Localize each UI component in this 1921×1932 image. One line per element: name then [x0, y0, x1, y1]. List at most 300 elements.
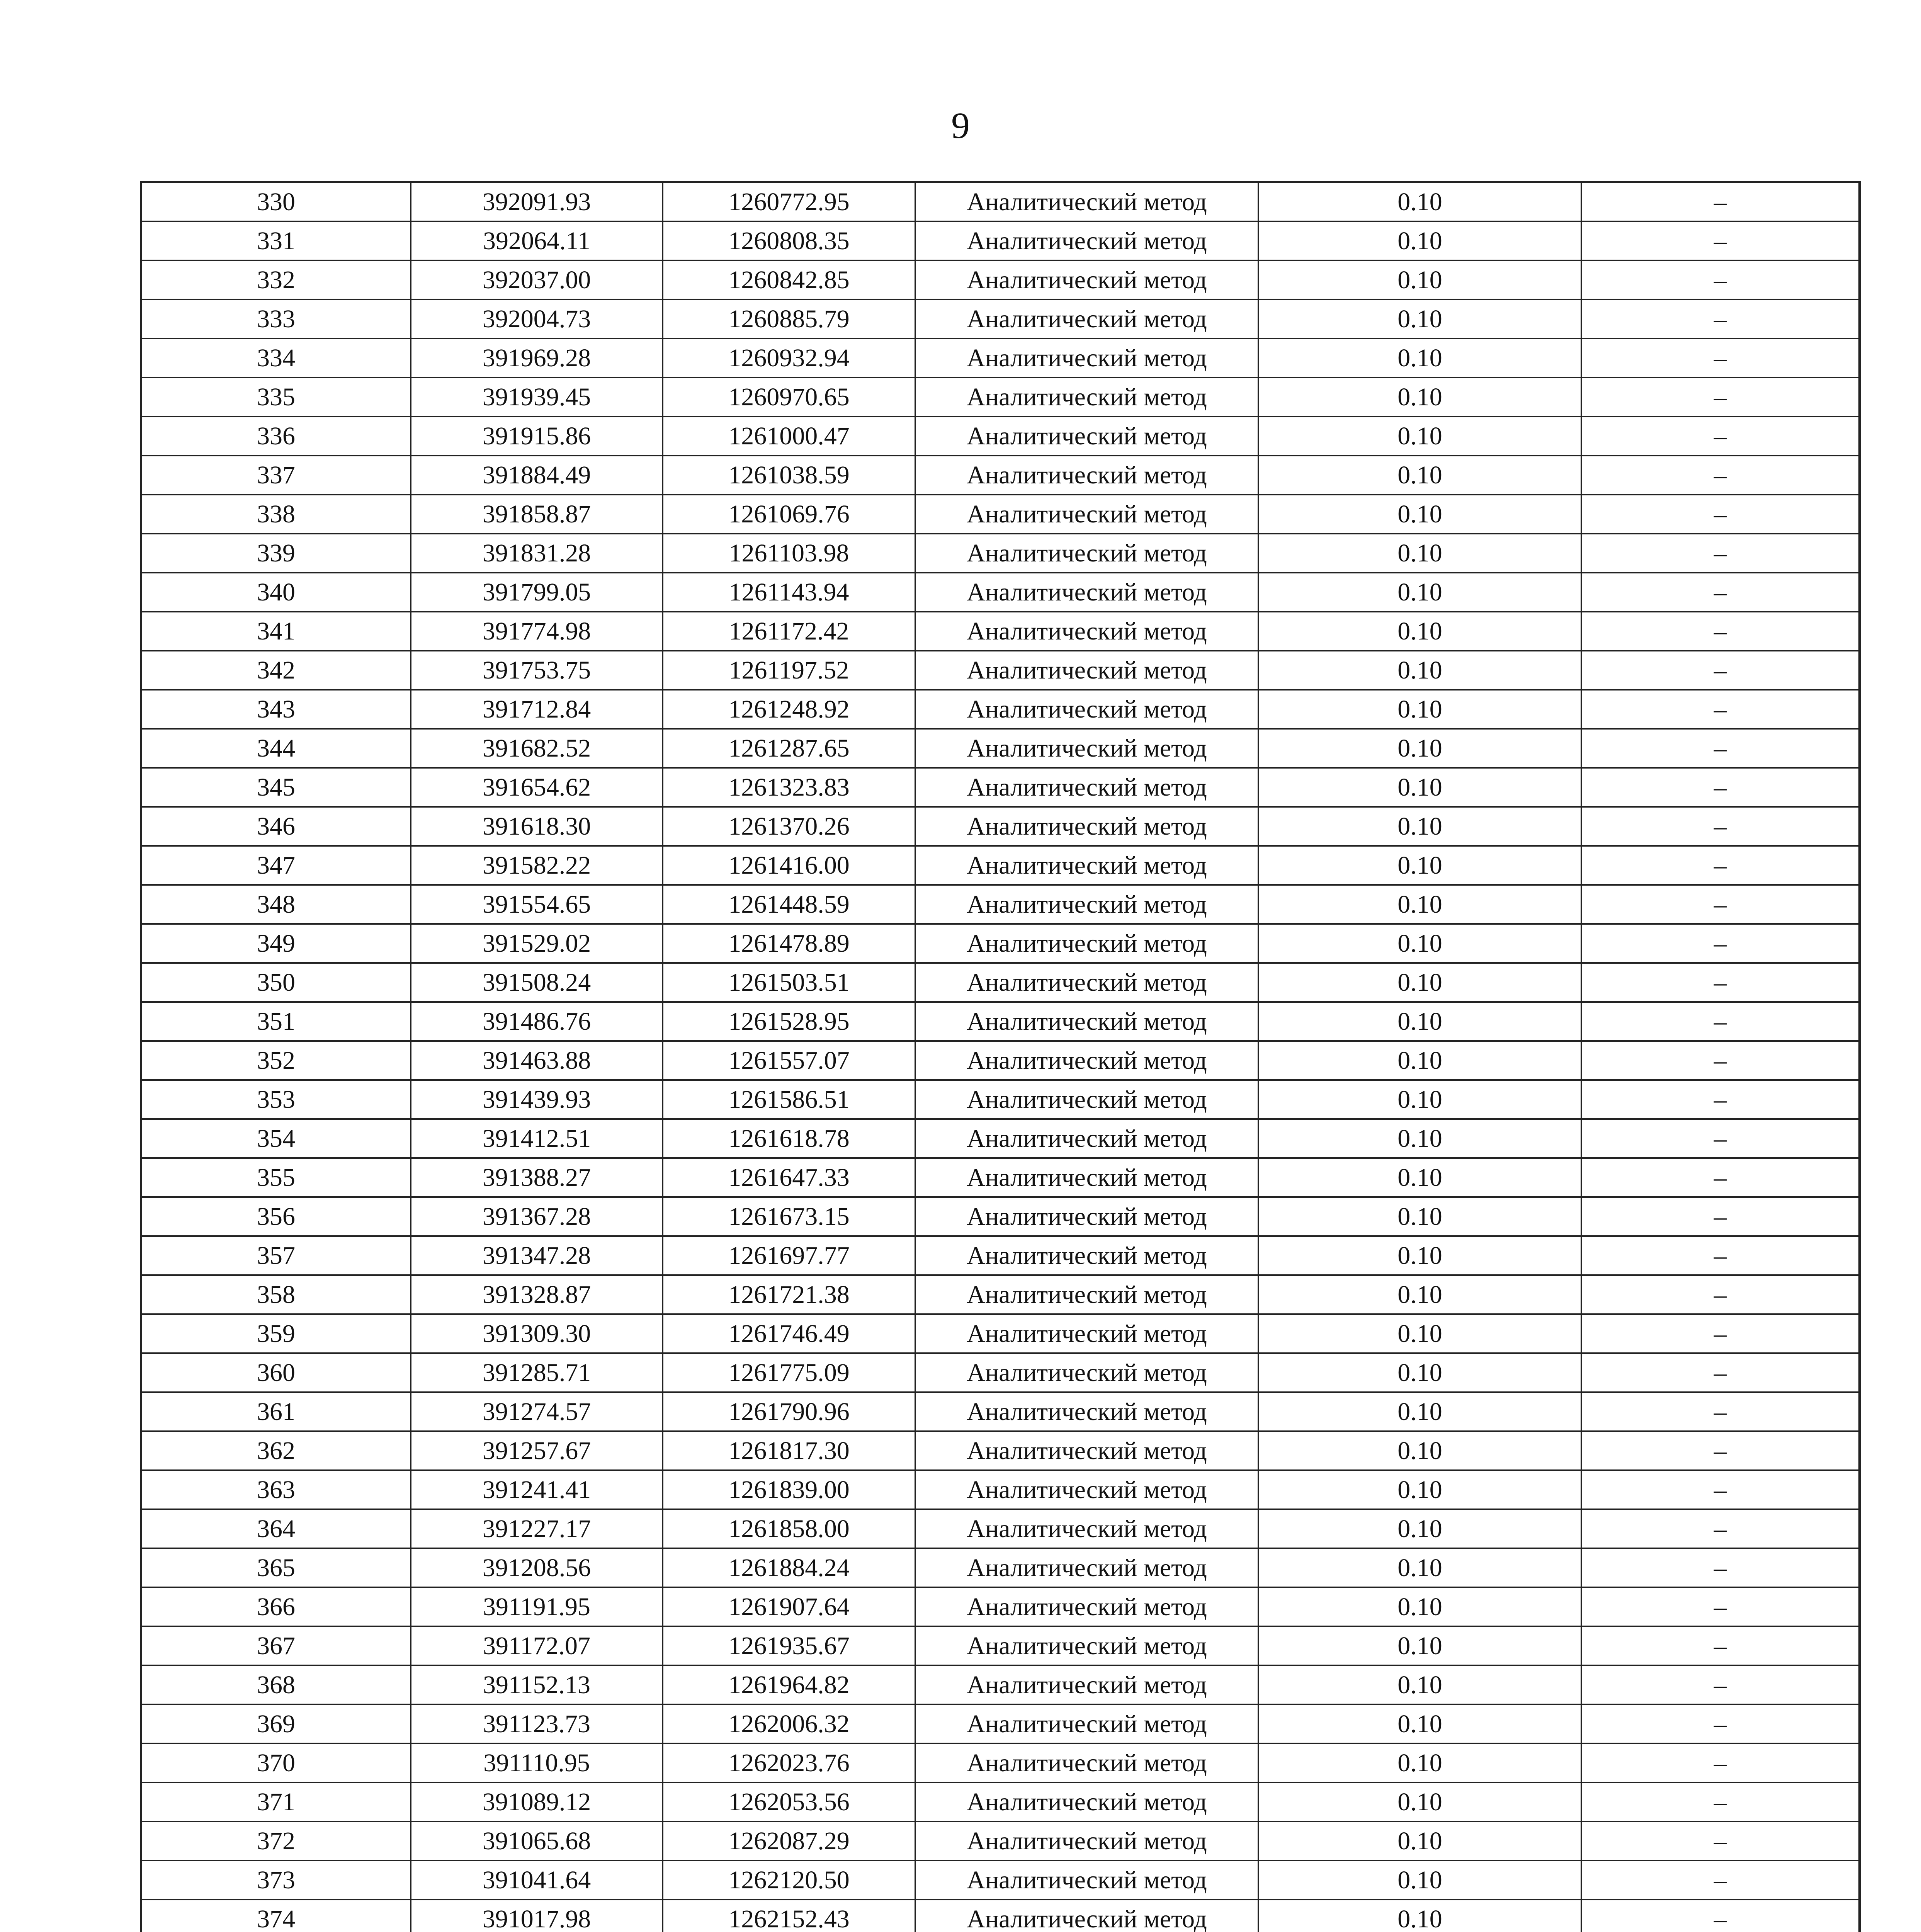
method-cell: Аналитический метод	[915, 1900, 1258, 1932]
precision-cell: 0.10	[1258, 182, 1581, 221]
point-number-cell: 332	[141, 260, 411, 299]
method-cell: Аналитический метод	[915, 1743, 1258, 1782]
point-number-cell: 354	[141, 1119, 411, 1158]
x-coordinate-cell: 391554.65	[411, 885, 663, 924]
precision-cell: 0.10	[1258, 456, 1581, 495]
method-cell: Аналитический метод	[915, 1821, 1258, 1861]
method-cell: Аналитический метод	[915, 1861, 1258, 1900]
x-coordinate-cell: 391089.12	[411, 1782, 663, 1821]
x-coordinate-cell: 391529.02	[411, 924, 663, 963]
method-cell: Аналитический метод	[915, 1626, 1258, 1665]
note-cell: –	[1581, 1392, 1860, 1431]
method-cell: Аналитический метод	[915, 963, 1258, 1002]
point-number-cell: 369	[141, 1704, 411, 1743]
y-coordinate-cell: 1261697.77	[663, 1236, 915, 1275]
y-coordinate-cell: 1261416.00	[663, 846, 915, 885]
y-coordinate-cell: 1261557.07	[663, 1041, 915, 1080]
note-cell: –	[1581, 807, 1860, 846]
table-row	[141, 1041, 1860, 1080]
precision-cell: 0.10	[1258, 1704, 1581, 1743]
note-cell: –	[1581, 1900, 1860, 1932]
note-cell: –	[1581, 1314, 1860, 1353]
method-cell: Аналитический метод	[915, 729, 1258, 768]
y-coordinate-cell: 1260772.95	[663, 182, 915, 221]
precision-cell: 0.10	[1258, 1782, 1581, 1821]
y-coordinate-cell: 1261448.59	[663, 885, 915, 924]
point-number-cell: 342	[141, 651, 411, 690]
note-cell: –	[1581, 417, 1860, 456]
point-number-cell: 355	[141, 1158, 411, 1197]
table-row	[141, 338, 1860, 378]
note-cell: –	[1581, 299, 1860, 338]
point-number-cell: 361	[141, 1392, 411, 1431]
method-cell: Аналитический метод	[915, 1665, 1258, 1704]
method-cell: Аналитический метод	[915, 846, 1258, 885]
x-coordinate-cell: 391939.45	[411, 378, 663, 417]
table-row	[141, 1119, 1860, 1158]
x-coordinate-cell: 391915.86	[411, 417, 663, 456]
precision-cell: 0.10	[1258, 1665, 1581, 1704]
x-coordinate-cell: 391347.28	[411, 1236, 663, 1275]
y-coordinate-cell: 1262006.32	[663, 1704, 915, 1743]
table-row	[141, 963, 1860, 1002]
x-coordinate-cell: 391208.56	[411, 1548, 663, 1587]
x-coordinate-cell: 391172.07	[411, 1626, 663, 1665]
point-number-cell: 372	[141, 1821, 411, 1861]
point-number-cell: 352	[141, 1041, 411, 1080]
precision-cell: 0.10	[1258, 1041, 1581, 1080]
point-number-cell: 371	[141, 1782, 411, 1821]
table-row	[141, 885, 1860, 924]
y-coordinate-cell: 1261618.78	[663, 1119, 915, 1158]
table-row	[141, 729, 1860, 768]
table-row	[141, 495, 1860, 534]
precision-cell: 0.10	[1258, 1002, 1581, 1041]
table-row	[141, 1587, 1860, 1626]
note-cell: –	[1581, 612, 1860, 651]
y-coordinate-cell: 1261586.51	[663, 1080, 915, 1119]
y-coordinate-cell: 1260842.85	[663, 260, 915, 299]
table-row	[141, 1861, 1860, 1900]
method-cell: Аналитический метод	[915, 417, 1258, 456]
precision-cell: 0.10	[1258, 1119, 1581, 1158]
x-coordinate-cell: 391969.28	[411, 338, 663, 378]
precision-cell: 0.10	[1258, 807, 1581, 846]
note-cell: –	[1581, 182, 1860, 221]
y-coordinate-cell: 1261907.64	[663, 1587, 915, 1626]
precision-cell: 0.10	[1258, 1626, 1581, 1665]
table-row	[141, 807, 1860, 846]
note-cell: –	[1581, 378, 1860, 417]
note-cell: –	[1581, 338, 1860, 378]
note-cell: –	[1581, 690, 1860, 729]
precision-cell: 0.10	[1258, 1080, 1581, 1119]
method-cell: Аналитический метод	[915, 1509, 1258, 1548]
y-coordinate-cell: 1261839.00	[663, 1470, 915, 1509]
method-cell: Аналитический метод	[915, 807, 1258, 846]
method-cell: Аналитический метод	[915, 1548, 1258, 1587]
y-coordinate-cell: 1261647.33	[663, 1158, 915, 1197]
point-number-cell: 337	[141, 456, 411, 495]
point-number-cell: 360	[141, 1353, 411, 1392]
precision-cell: 0.10	[1258, 612, 1581, 651]
y-coordinate-cell: 1260970.65	[663, 378, 915, 417]
table-row	[141, 573, 1860, 612]
precision-cell: 0.10	[1258, 378, 1581, 417]
method-cell: Аналитический метод	[915, 573, 1258, 612]
method-cell: Аналитический метод	[915, 1002, 1258, 1041]
table-row	[141, 1743, 1860, 1782]
x-coordinate-cell: 391831.28	[411, 534, 663, 573]
point-number-cell: 356	[141, 1197, 411, 1236]
x-coordinate-cell: 391110.95	[411, 1743, 663, 1782]
note-cell: –	[1581, 1470, 1860, 1509]
method-cell: Аналитический метод	[915, 534, 1258, 573]
x-coordinate-cell: 392064.11	[411, 221, 663, 260]
y-coordinate-cell: 1260808.35	[663, 221, 915, 260]
note-cell: –	[1581, 1236, 1860, 1275]
method-cell: Аналитический метод	[915, 1470, 1258, 1509]
x-coordinate-cell: 391227.17	[411, 1509, 663, 1548]
precision-cell: 0.10	[1258, 1431, 1581, 1470]
x-coordinate-cell: 391753.75	[411, 651, 663, 690]
point-number-cell: 335	[141, 378, 411, 417]
y-coordinate-cell: 1260885.79	[663, 299, 915, 338]
table-row	[141, 1275, 1860, 1314]
table-row	[141, 1353, 1860, 1392]
note-cell: –	[1581, 1197, 1860, 1236]
note-cell: –	[1581, 729, 1860, 768]
y-coordinate-cell: 1262053.56	[663, 1782, 915, 1821]
x-coordinate-cell: 391328.87	[411, 1275, 663, 1314]
x-coordinate-cell: 391065.68	[411, 1821, 663, 1861]
x-coordinate-cell: 391463.88	[411, 1041, 663, 1080]
precision-cell: 0.10	[1258, 1548, 1581, 1587]
method-cell: Аналитический метод	[915, 1314, 1258, 1353]
method-cell: Аналитический метод	[915, 651, 1258, 690]
x-coordinate-cell: 391388.27	[411, 1158, 663, 1197]
note-cell: –	[1581, 1704, 1860, 1743]
table-row	[141, 417, 1860, 456]
table-row	[141, 768, 1860, 807]
method-cell: Аналитический метод	[915, 221, 1258, 260]
precision-cell: 0.10	[1258, 1509, 1581, 1548]
x-coordinate-cell: 391041.64	[411, 1861, 663, 1900]
note-cell: –	[1581, 1119, 1860, 1158]
point-number-cell: 338	[141, 495, 411, 534]
method-cell: Аналитический метод	[915, 1197, 1258, 1236]
table-row	[141, 1626, 1860, 1665]
method-cell: Аналитический метод	[915, 612, 1258, 651]
precision-cell: 0.10	[1258, 260, 1581, 299]
method-cell: Аналитический метод	[915, 924, 1258, 963]
page-number: 9	[951, 105, 970, 146]
note-cell: –	[1581, 1080, 1860, 1119]
x-coordinate-cell: 391309.30	[411, 1314, 663, 1353]
method-cell: Аналитический метод	[915, 456, 1258, 495]
x-coordinate-cell: 391123.73	[411, 1704, 663, 1743]
x-coordinate-cell: 391017.98	[411, 1900, 663, 1932]
table-row	[141, 1158, 1860, 1197]
precision-cell: 0.10	[1258, 729, 1581, 768]
precision-cell: 0.10	[1258, 1236, 1581, 1275]
y-coordinate-cell: 1262120.50	[663, 1861, 915, 1900]
x-coordinate-cell: 391774.98	[411, 612, 663, 651]
point-number-cell: 347	[141, 846, 411, 885]
table-row	[141, 299, 1860, 338]
precision-cell: 0.10	[1258, 651, 1581, 690]
note-cell: –	[1581, 651, 1860, 690]
table-row	[141, 651, 1860, 690]
x-coordinate-cell: 391884.49	[411, 456, 663, 495]
note-cell: –	[1581, 1821, 1860, 1861]
point-number-cell: 345	[141, 768, 411, 807]
y-coordinate-cell: 1261370.26	[663, 807, 915, 846]
note-cell: –	[1581, 1158, 1860, 1197]
note-cell: –	[1581, 1275, 1860, 1314]
y-coordinate-cell: 1261884.24	[663, 1548, 915, 1587]
point-number-cell: 340	[141, 573, 411, 612]
x-coordinate-cell: 391191.95	[411, 1587, 663, 1626]
x-coordinate-cell: 391439.93	[411, 1080, 663, 1119]
x-coordinate-cell: 391412.51	[411, 1119, 663, 1158]
point-number-cell: 334	[141, 338, 411, 378]
point-number-cell: 336	[141, 417, 411, 456]
table-row	[141, 1002, 1860, 1041]
y-coordinate-cell: 1261935.67	[663, 1626, 915, 1665]
table-row	[141, 1236, 1860, 1275]
method-cell: Аналитический метод	[915, 1080, 1258, 1119]
coordinates-table	[140, 181, 1861, 1932]
y-coordinate-cell: 1261197.52	[663, 651, 915, 690]
precision-cell: 0.10	[1258, 1900, 1581, 1932]
y-coordinate-cell: 1261143.94	[663, 573, 915, 612]
point-number-cell: 362	[141, 1431, 411, 1470]
y-coordinate-cell: 1261721.38	[663, 1275, 915, 1314]
point-number-cell: 358	[141, 1275, 411, 1314]
x-coordinate-cell: 391682.52	[411, 729, 663, 768]
method-cell: Аналитический метод	[915, 495, 1258, 534]
precision-cell: 0.10	[1258, 1158, 1581, 1197]
precision-cell: 0.10	[1258, 885, 1581, 924]
y-coordinate-cell: 1261746.49	[663, 1314, 915, 1353]
y-coordinate-cell: 1261172.42	[663, 612, 915, 651]
precision-cell: 0.10	[1258, 1861, 1581, 1900]
note-cell: –	[1581, 573, 1860, 612]
table-row	[141, 534, 1860, 573]
x-coordinate-cell: 391285.71	[411, 1353, 663, 1392]
y-coordinate-cell: 1261858.00	[663, 1509, 915, 1548]
point-number-cell: 353	[141, 1080, 411, 1119]
method-cell: Аналитический метод	[915, 1119, 1258, 1158]
note-cell: –	[1581, 1431, 1860, 1470]
method-cell: Аналитический метод	[915, 1392, 1258, 1431]
table-row	[141, 1314, 1860, 1353]
x-coordinate-cell: 391799.05	[411, 573, 663, 612]
note-cell: –	[1581, 924, 1860, 963]
note-cell: –	[1581, 963, 1860, 1002]
y-coordinate-cell: 1261038.59	[663, 456, 915, 495]
x-coordinate-cell: 392091.93	[411, 182, 663, 221]
precision-cell: 0.10	[1258, 768, 1581, 807]
point-number-cell: 373	[141, 1861, 411, 1900]
y-coordinate-cell: 1262023.76	[663, 1743, 915, 1782]
precision-cell: 0.10	[1258, 338, 1581, 378]
precision-cell: 0.10	[1258, 1821, 1581, 1861]
point-number-cell: 330	[141, 182, 411, 221]
point-number-cell: 339	[141, 534, 411, 573]
point-number-cell: 351	[141, 1002, 411, 1041]
x-coordinate-cell: 391274.57	[411, 1392, 663, 1431]
point-number-cell: 349	[141, 924, 411, 963]
method-cell: Аналитический метод	[915, 1275, 1258, 1314]
y-coordinate-cell: 1261323.83	[663, 768, 915, 807]
note-cell: –	[1581, 221, 1860, 260]
point-number-cell: 370	[141, 1743, 411, 1782]
note-cell: –	[1581, 495, 1860, 534]
note-cell: –	[1581, 1782, 1860, 1821]
method-cell: Аналитический метод	[915, 1782, 1258, 1821]
table-row	[141, 221, 1860, 260]
table-row	[141, 612, 1860, 651]
note-cell: –	[1581, 1626, 1860, 1665]
note-cell: –	[1581, 1587, 1860, 1626]
method-cell: Аналитический метод	[915, 299, 1258, 338]
note-cell: –	[1581, 885, 1860, 924]
table-row	[141, 1392, 1860, 1431]
point-number-cell: 331	[141, 221, 411, 260]
note-cell: –	[1581, 846, 1860, 885]
precision-cell: 0.10	[1258, 1470, 1581, 1509]
x-coordinate-cell: 391858.87	[411, 495, 663, 534]
y-coordinate-cell: 1261248.92	[663, 690, 915, 729]
method-cell: Аналитический метод	[915, 1704, 1258, 1743]
table-row	[141, 1470, 1860, 1509]
table-row	[141, 1900, 1860, 1932]
x-coordinate-cell: 391241.41	[411, 1470, 663, 1509]
x-coordinate-cell: 392037.00	[411, 260, 663, 299]
precision-cell: 0.10	[1258, 221, 1581, 260]
method-cell: Аналитический метод	[915, 1158, 1258, 1197]
note-cell: –	[1581, 456, 1860, 495]
precision-cell: 0.10	[1258, 963, 1581, 1002]
precision-cell: 0.10	[1258, 1275, 1581, 1314]
point-number-cell: 346	[141, 807, 411, 846]
x-coordinate-cell: 391152.13	[411, 1665, 663, 1704]
x-coordinate-cell: 391618.30	[411, 807, 663, 846]
note-cell: –	[1581, 1743, 1860, 1782]
table-row	[141, 1509, 1860, 1548]
table-row	[141, 182, 1860, 221]
y-coordinate-cell: 1261103.98	[663, 534, 915, 573]
note-cell: –	[1581, 1041, 1860, 1080]
precision-cell: 0.10	[1258, 534, 1581, 573]
point-number-cell: 368	[141, 1665, 411, 1704]
point-number-cell: 350	[141, 963, 411, 1002]
point-number-cell: 364	[141, 1509, 411, 1548]
point-number-cell: 357	[141, 1236, 411, 1275]
table-row	[141, 1821, 1860, 1861]
y-coordinate-cell: 1261673.15	[663, 1197, 915, 1236]
precision-cell: 0.10	[1258, 1197, 1581, 1236]
method-cell: Аналитический метод	[915, 378, 1258, 417]
note-cell: –	[1581, 1548, 1860, 1587]
x-coordinate-cell: 391582.22	[411, 846, 663, 885]
x-coordinate-cell: 392004.73	[411, 299, 663, 338]
point-number-cell: 374	[141, 1900, 411, 1932]
x-coordinate-cell: 391508.24	[411, 963, 663, 1002]
y-coordinate-cell: 1260932.94	[663, 338, 915, 378]
precision-cell: 0.10	[1258, 417, 1581, 456]
precision-cell: 0.10	[1258, 299, 1581, 338]
method-cell: Аналитический метод	[915, 260, 1258, 299]
y-coordinate-cell: 1261817.30	[663, 1431, 915, 1470]
precision-cell: 0.10	[1258, 1353, 1581, 1392]
precision-cell: 0.10	[1258, 495, 1581, 534]
note-cell: –	[1581, 1509, 1860, 1548]
point-number-cell: 341	[141, 612, 411, 651]
x-coordinate-cell: 391486.76	[411, 1002, 663, 1041]
precision-cell: 0.10	[1258, 573, 1581, 612]
point-number-cell: 363	[141, 1470, 411, 1509]
y-coordinate-cell: 1262087.29	[663, 1821, 915, 1861]
y-coordinate-cell: 1261069.76	[663, 495, 915, 534]
point-number-cell: 367	[141, 1626, 411, 1665]
x-coordinate-cell: 391257.67	[411, 1431, 663, 1470]
table-row	[141, 456, 1860, 495]
point-number-cell: 359	[141, 1314, 411, 1353]
table-row	[141, 260, 1860, 299]
method-cell: Аналитический метод	[915, 768, 1258, 807]
method-cell: Аналитический метод	[915, 1353, 1258, 1392]
table-row	[141, 1080, 1860, 1119]
method-cell: Аналитический метод	[915, 182, 1258, 221]
y-coordinate-cell: 1262152.43	[663, 1900, 915, 1932]
table-row	[141, 1782, 1860, 1821]
x-coordinate-cell: 391712.84	[411, 690, 663, 729]
precision-cell: 0.10	[1258, 1587, 1581, 1626]
y-coordinate-cell: 1261503.51	[663, 963, 915, 1002]
precision-cell: 0.10	[1258, 846, 1581, 885]
precision-cell: 0.10	[1258, 690, 1581, 729]
y-coordinate-cell: 1261775.09	[663, 1353, 915, 1392]
y-coordinate-cell: 1261790.96	[663, 1392, 915, 1431]
method-cell: Аналитический метод	[915, 1431, 1258, 1470]
x-coordinate-cell: 391654.62	[411, 768, 663, 807]
table-row	[141, 1548, 1860, 1587]
table-row	[141, 690, 1860, 729]
table-row	[141, 378, 1860, 417]
point-number-cell: 348	[141, 885, 411, 924]
method-cell: Аналитический метод	[915, 338, 1258, 378]
note-cell: –	[1581, 768, 1860, 807]
note-cell: –	[1581, 260, 1860, 299]
precision-cell: 0.10	[1258, 924, 1581, 963]
method-cell: Аналитический метод	[915, 690, 1258, 729]
note-cell: –	[1581, 534, 1860, 573]
y-coordinate-cell: 1261964.82	[663, 1665, 915, 1704]
method-cell: Аналитический метод	[915, 1041, 1258, 1080]
point-number-cell: 333	[141, 299, 411, 338]
table-row	[141, 1704, 1860, 1743]
method-cell: Аналитический метод	[915, 1587, 1258, 1626]
y-coordinate-cell: 1261000.47	[663, 417, 915, 456]
table-row	[141, 1197, 1860, 1236]
point-number-cell: 344	[141, 729, 411, 768]
precision-cell: 0.10	[1258, 1392, 1581, 1431]
y-coordinate-cell: 1261478.89	[663, 924, 915, 963]
note-cell: –	[1581, 1665, 1860, 1704]
